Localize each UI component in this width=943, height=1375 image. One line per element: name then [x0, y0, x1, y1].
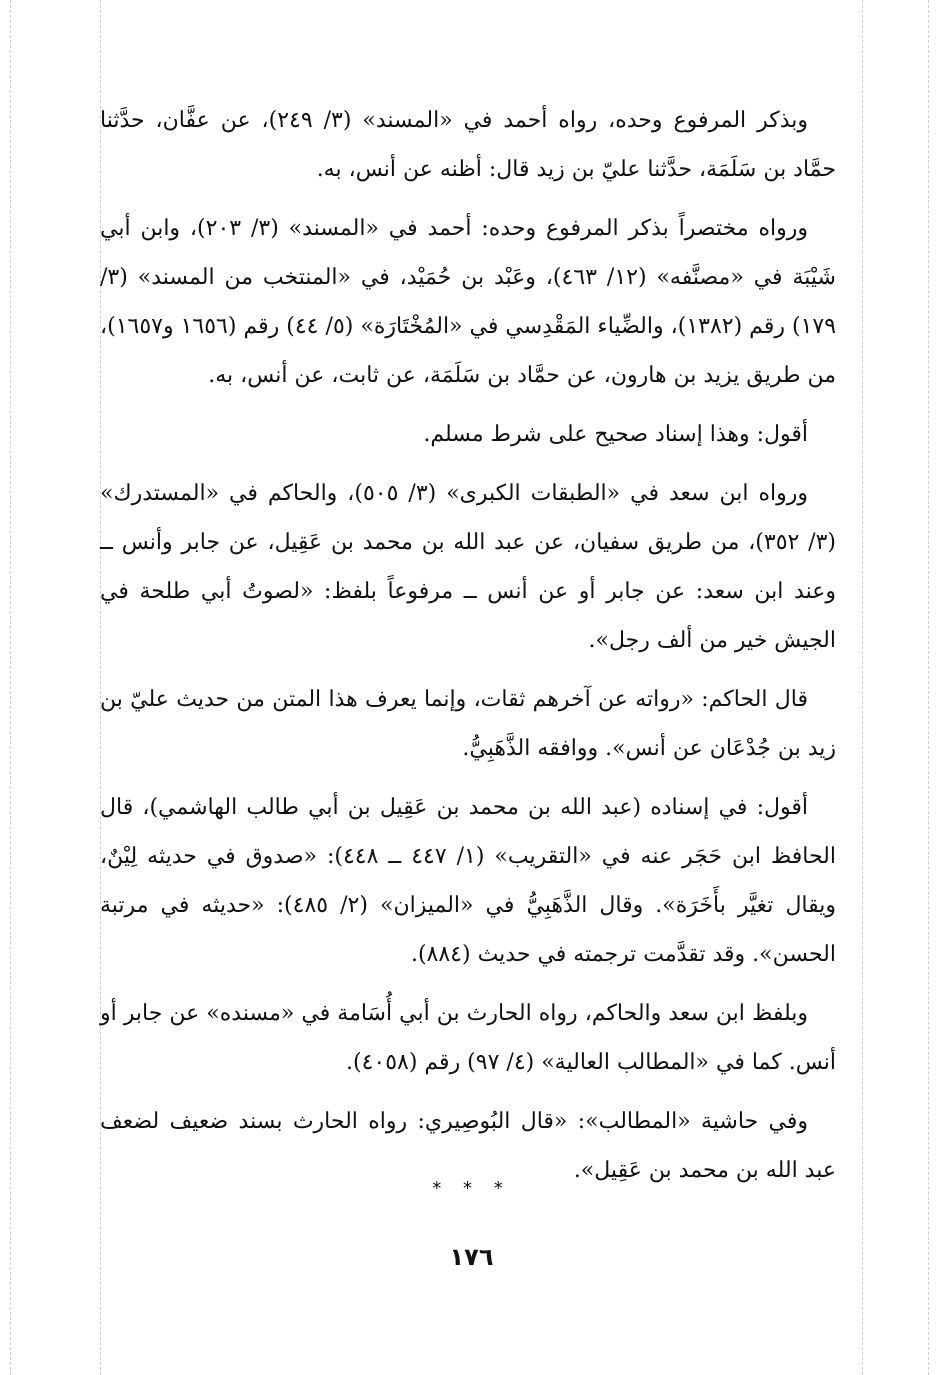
paragraph: قال الحاكم: «رواته عن آخرهم ثقات، وإنما يعرف هذا المتن من حديث عليّ بن زيد بن جُدْعَان عن أنس». ووافقه الذَّهَبِيُّ. [100, 687, 836, 761]
page-number: ١٧٦ [449, 1243, 494, 1271]
paragraph: أقول: وهذا إسناد صحيح على شرط مسلم. [423, 422, 808, 447]
section-separator: * * * [432, 1178, 511, 1199]
paragraph: وفي حاشية «المطالب»: «قال البُوصِيري: رواه الحارث بسند ضعيف لضعف عبد الله بن محمد بن عَقِيل». [100, 1109, 836, 1183]
scan-margin-line [862, 0, 863, 1375]
paragraph: ورواه ابن سعد في «الطبقات الكبرى» (٣/ ٥٠٥)، والحاكم في «المستدرك» (٣/ ٣٥٢)، من طريق سفيان، عن عبد الله بن محمد بن عَقِيل، عن جابر وأنس ــ وعند ابن سعد: عن جابر أو عن أنس ــ مرفوعاً بلفظ: «لصوتُ أبي طلحة في الجيش خير من ألف رجل». [100, 481, 836, 653]
paragraph: وبلفظ ابن سعد والحاكم، رواه الحارث بن أبي أُسَامة في «مسنده» عن جابر أو أنس. كما في «المطالب العالية» (٤/ ٩٧) رقم (٤٠٥٨). [100, 1001, 836, 1075]
scan-margin-line [10, 0, 11, 1375]
scan-margin-line [928, 0, 929, 1375]
paragraph: أقول: في إسناده (عبد الله بن محمد بن عَقِيل بن أبي طالب الهاشمي)، قال الحافظ ابن حَجَر عنه في «التقريب» (١/ ٤٤٧ ــ ٤٤٨): «صدوق في حديثه لِيْنٌ، ويقال تغيَّر بأَخَرَة». وقال الذَّهَبِيُّ في «الميزان» (٢/ ٤٨٥): «حديثه في مرتبة الحسن». وقد تقدَّمت ترجمته في حديث (٨٨٤). [100, 795, 837, 967]
paragraph: ورواه مختصراً بذكر المرفوع وحده: أحمد في «المسند» (٣/ ٢٠٣)، وابن أبي شَيْبَة في «مصنَّفه» (١٢/ ٤٦٣)، وعَبْد بن حُمَيْد، في «المنتخب من المسند» (٣/ ١٧٩) رقم (١٣٨٢)، والضِّياء المَقْدِسي في «المُخْتَارَة» (٥/ ٤٤) رقم (١٦٥٦ و١٦٥٧)، من طريق يزيد بن هارون، عن حمَّاد بن سَلَمَة، عن ثابت، عن أنس، به. [100, 216, 837, 388]
main-text [100, 96, 836, 1205]
paragraph: وبذكر المرفوع وحده، رواه أحمد في «المسند» (٣/ ٢٤٩)، عن عفَّان، حدَّثنا حمَّاد بن سَلَمَة، حدَّثنا عليّ بن زيد قال: أظنه عن أنس، به. [100, 108, 836, 182]
